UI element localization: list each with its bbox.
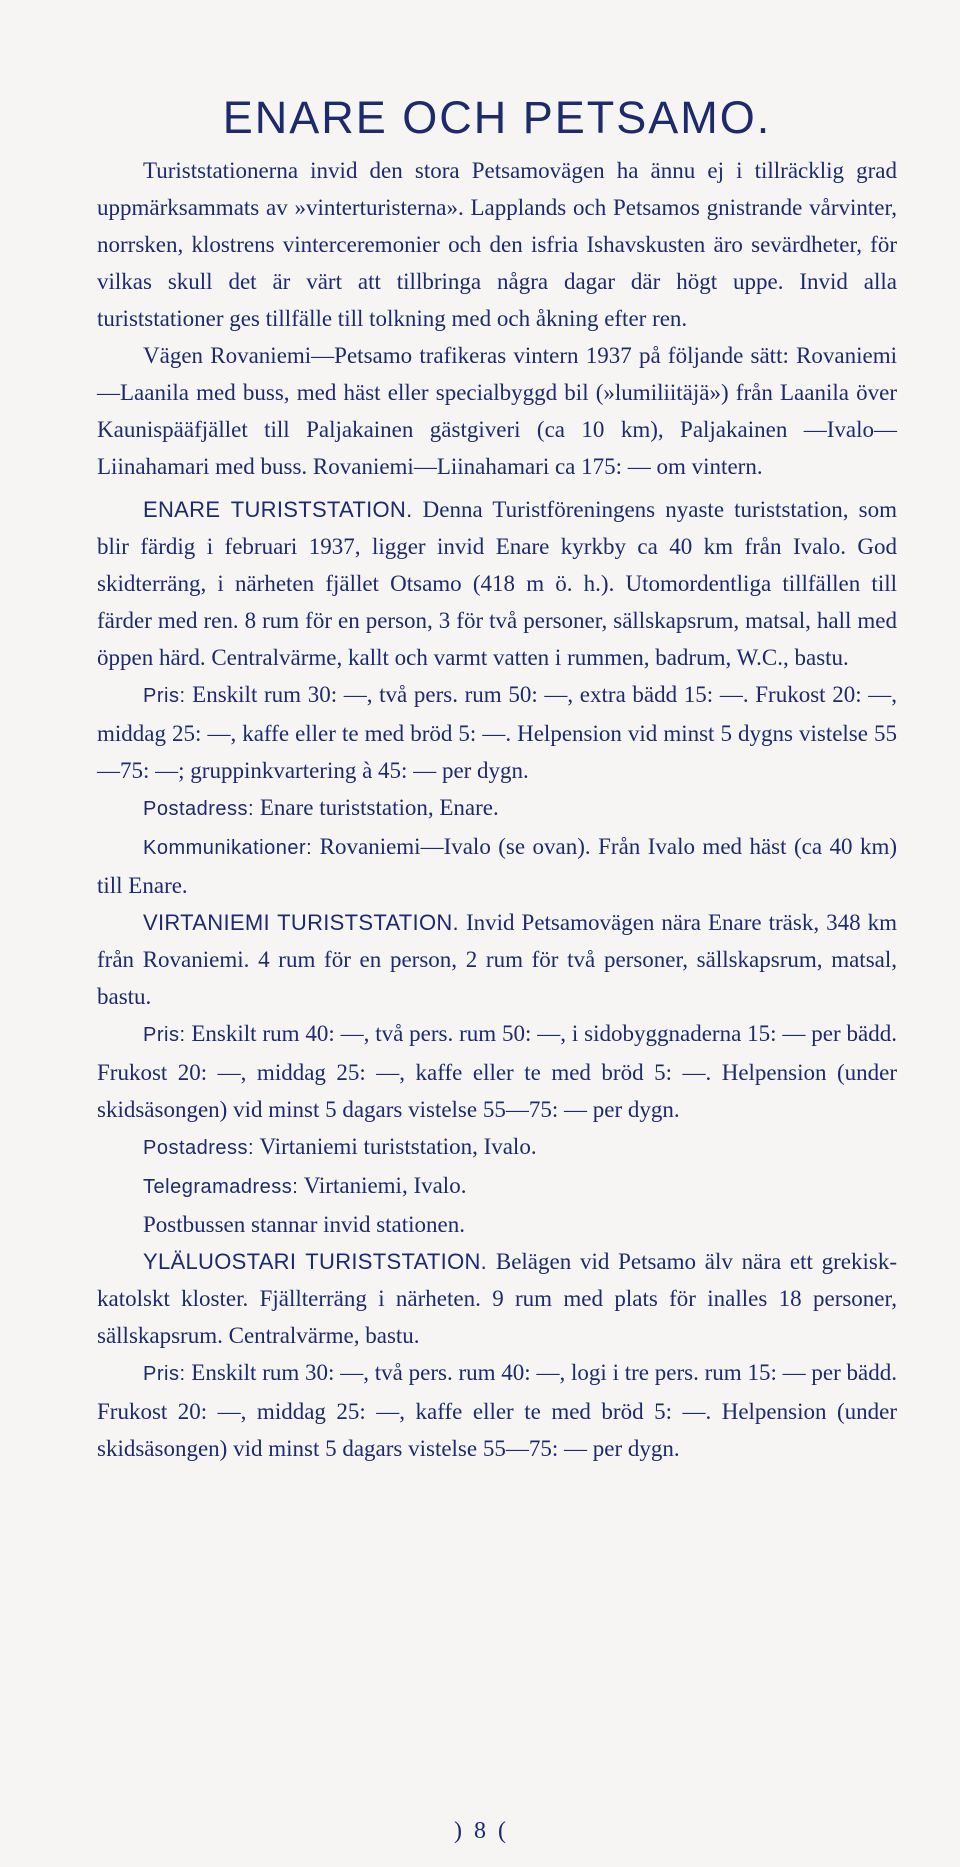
virtaniemi-price-text: Enskilt rum 40: —, två pers. rum 50: —, i sidobyggnaderna 15: — per bädd. Frukost 20: —, middag 25: —, kaffe eller te med bröd 5: —. Helpension (under skidsäsongen) vid minst 5 dagars vistelse 55—75: — per dygn.: [97, 1021, 898, 1122]
intro-paragraph: Turiststationerna invid den stora Petsamovägen ha ännu ej i tillräcklig grad uppmärksammats av »vinterturisterna». Lapplands och Petsamos gnistrande vårvinter, norrsken, klostrens vinterceremonier och den isfria Ishavskusten äro sevärdheter, för vilkas skull det är värt att tillbringa några dagar där högt uppe. Invid alla turiststationer ges tillfälle till tolkning med och åkning efter ren.: [97, 158, 897, 331]
enare-heading: ENARE TURISTSTATION.: [143, 497, 413, 522]
enare-address-text: Enare turiststation, Enare.: [259, 795, 499, 820]
ylaluostari-description: Belägen vid Petsamo älv nära ett grekisk-katolskt kloster. Fjällterräng i närheten. 9 rum med plats för inalles 18 personer, sällskapsrum. Centralvärme, bastu.: [97, 1249, 898, 1348]
virtaniemi-address: [97, 1128, 897, 1167]
virtaniemi-description: Invid Petsamovägen nära Enare träsk, 348 km från Rovaniemi. 4 rum för en person, 2 rum för två personer, sällskapsrum, matsal, bastu.: [97, 910, 897, 1009]
ylaluostari-section: [97, 1243, 897, 1354]
ylaluostari-heading: YLÄLUOSTARI TURISTSTATION.: [143, 1249, 488, 1274]
enare-description: Denna Turistföreningens nyaste turiststation, som blir färdig i februari 1937, ligger invid Enare kyrkby ca 40 km från Ivalo. God skidterräng, i närheten fjället Otsamo (418 m ö. h.). Utomordentliga tillfällen till färder med ren. 8 rum för en person, 3 för två personer, sällskapsrum, matsal, hall med öppen härd. Centralvärme, kallt och varmt vatten i rummen, badrum, W.C., bastu.: [97, 497, 898, 670]
enare-comm-label: Kommunikationer:: [143, 837, 313, 859]
ylaluostari-price-text: Enskilt rum 30: —, två pers. rum 40: —, logi i tre pers. rum 15: — per bädd. Frukost 20: —, middag 25: —, kaffe eller te med bröd 5: —. Helpension (under skidsäsongen) vid minst 5 dagars vistelse 55—75: — per dygn.: [97, 1360, 897, 1461]
virtaniemi-bus: Postbussen stannar invid stationen.: [143, 1212, 465, 1237]
virtaniemi-heading: VIRTANIEMI TURISTSTATION.: [143, 910, 459, 935]
enare-communications: [97, 828, 897, 904]
enare-price-label: Pris:: [143, 685, 186, 707]
traffic-paragraph: Vägen Rovaniemi—Petsamo trafikeras vintern 1937 på följande sätt: Rovaniemi—Laanila med buss, med häst eller specialbyggd bil (»lumiliitäjä») från Laanila över Kaunispääfjället till Paljakainen gästgiveri (ca 10 km), Paljakainen —Ivalo—Liinahamari med buss. Rovaniemi—Liinahamari ca 175: — om vintern.: [97, 343, 897, 479]
enare-price-text: Enskilt rum 30: —, två pers. rum 50: —, extra bädd 15: —. Frukost 20: —, middag 25: —, kaffe eller te med bröd 5: —. Helpension vid minst 5 dygns vistelse 55—75: —; gruppinkvartering à 45: — per dygn.: [97, 682, 898, 783]
enare-address: [97, 789, 897, 828]
virtaniemi-address-label: Postadress:: [143, 1137, 255, 1159]
virtaniemi-address-text: Virtaniemi turiststation, Ivalo.: [259, 1134, 537, 1159]
page-number: ) 8 (: [454, 1818, 506, 1844]
virtaniemi-price-label: Pris:: [143, 1024, 186, 1046]
ylaluostari-price: [97, 1354, 897, 1467]
virtaniemi-section: [97, 904, 897, 1015]
enare-comm-text: Rovaniemi—Ivalo (se ovan). Från Ivalo med häst (ca 40 km) till Enare.: [97, 834, 898, 898]
virtaniemi-telegram: [97, 1167, 897, 1206]
virtaniemi-price: [97, 1015, 897, 1128]
enare-address-label: Postadress:: [143, 798, 255, 820]
virtaniemi-telegram-label: Telegramadress:: [143, 1176, 299, 1198]
page-title: ENARE OCH PETSAMO.: [222, 92, 772, 143]
enare-price: [97, 676, 897, 789]
virtaniemi-telegram-text: Virtaniemi, Ivalo.: [303, 1173, 467, 1198]
ylaluostari-price-label: Pris:: [143, 1363, 186, 1385]
enare-section: [97, 491, 897, 676]
